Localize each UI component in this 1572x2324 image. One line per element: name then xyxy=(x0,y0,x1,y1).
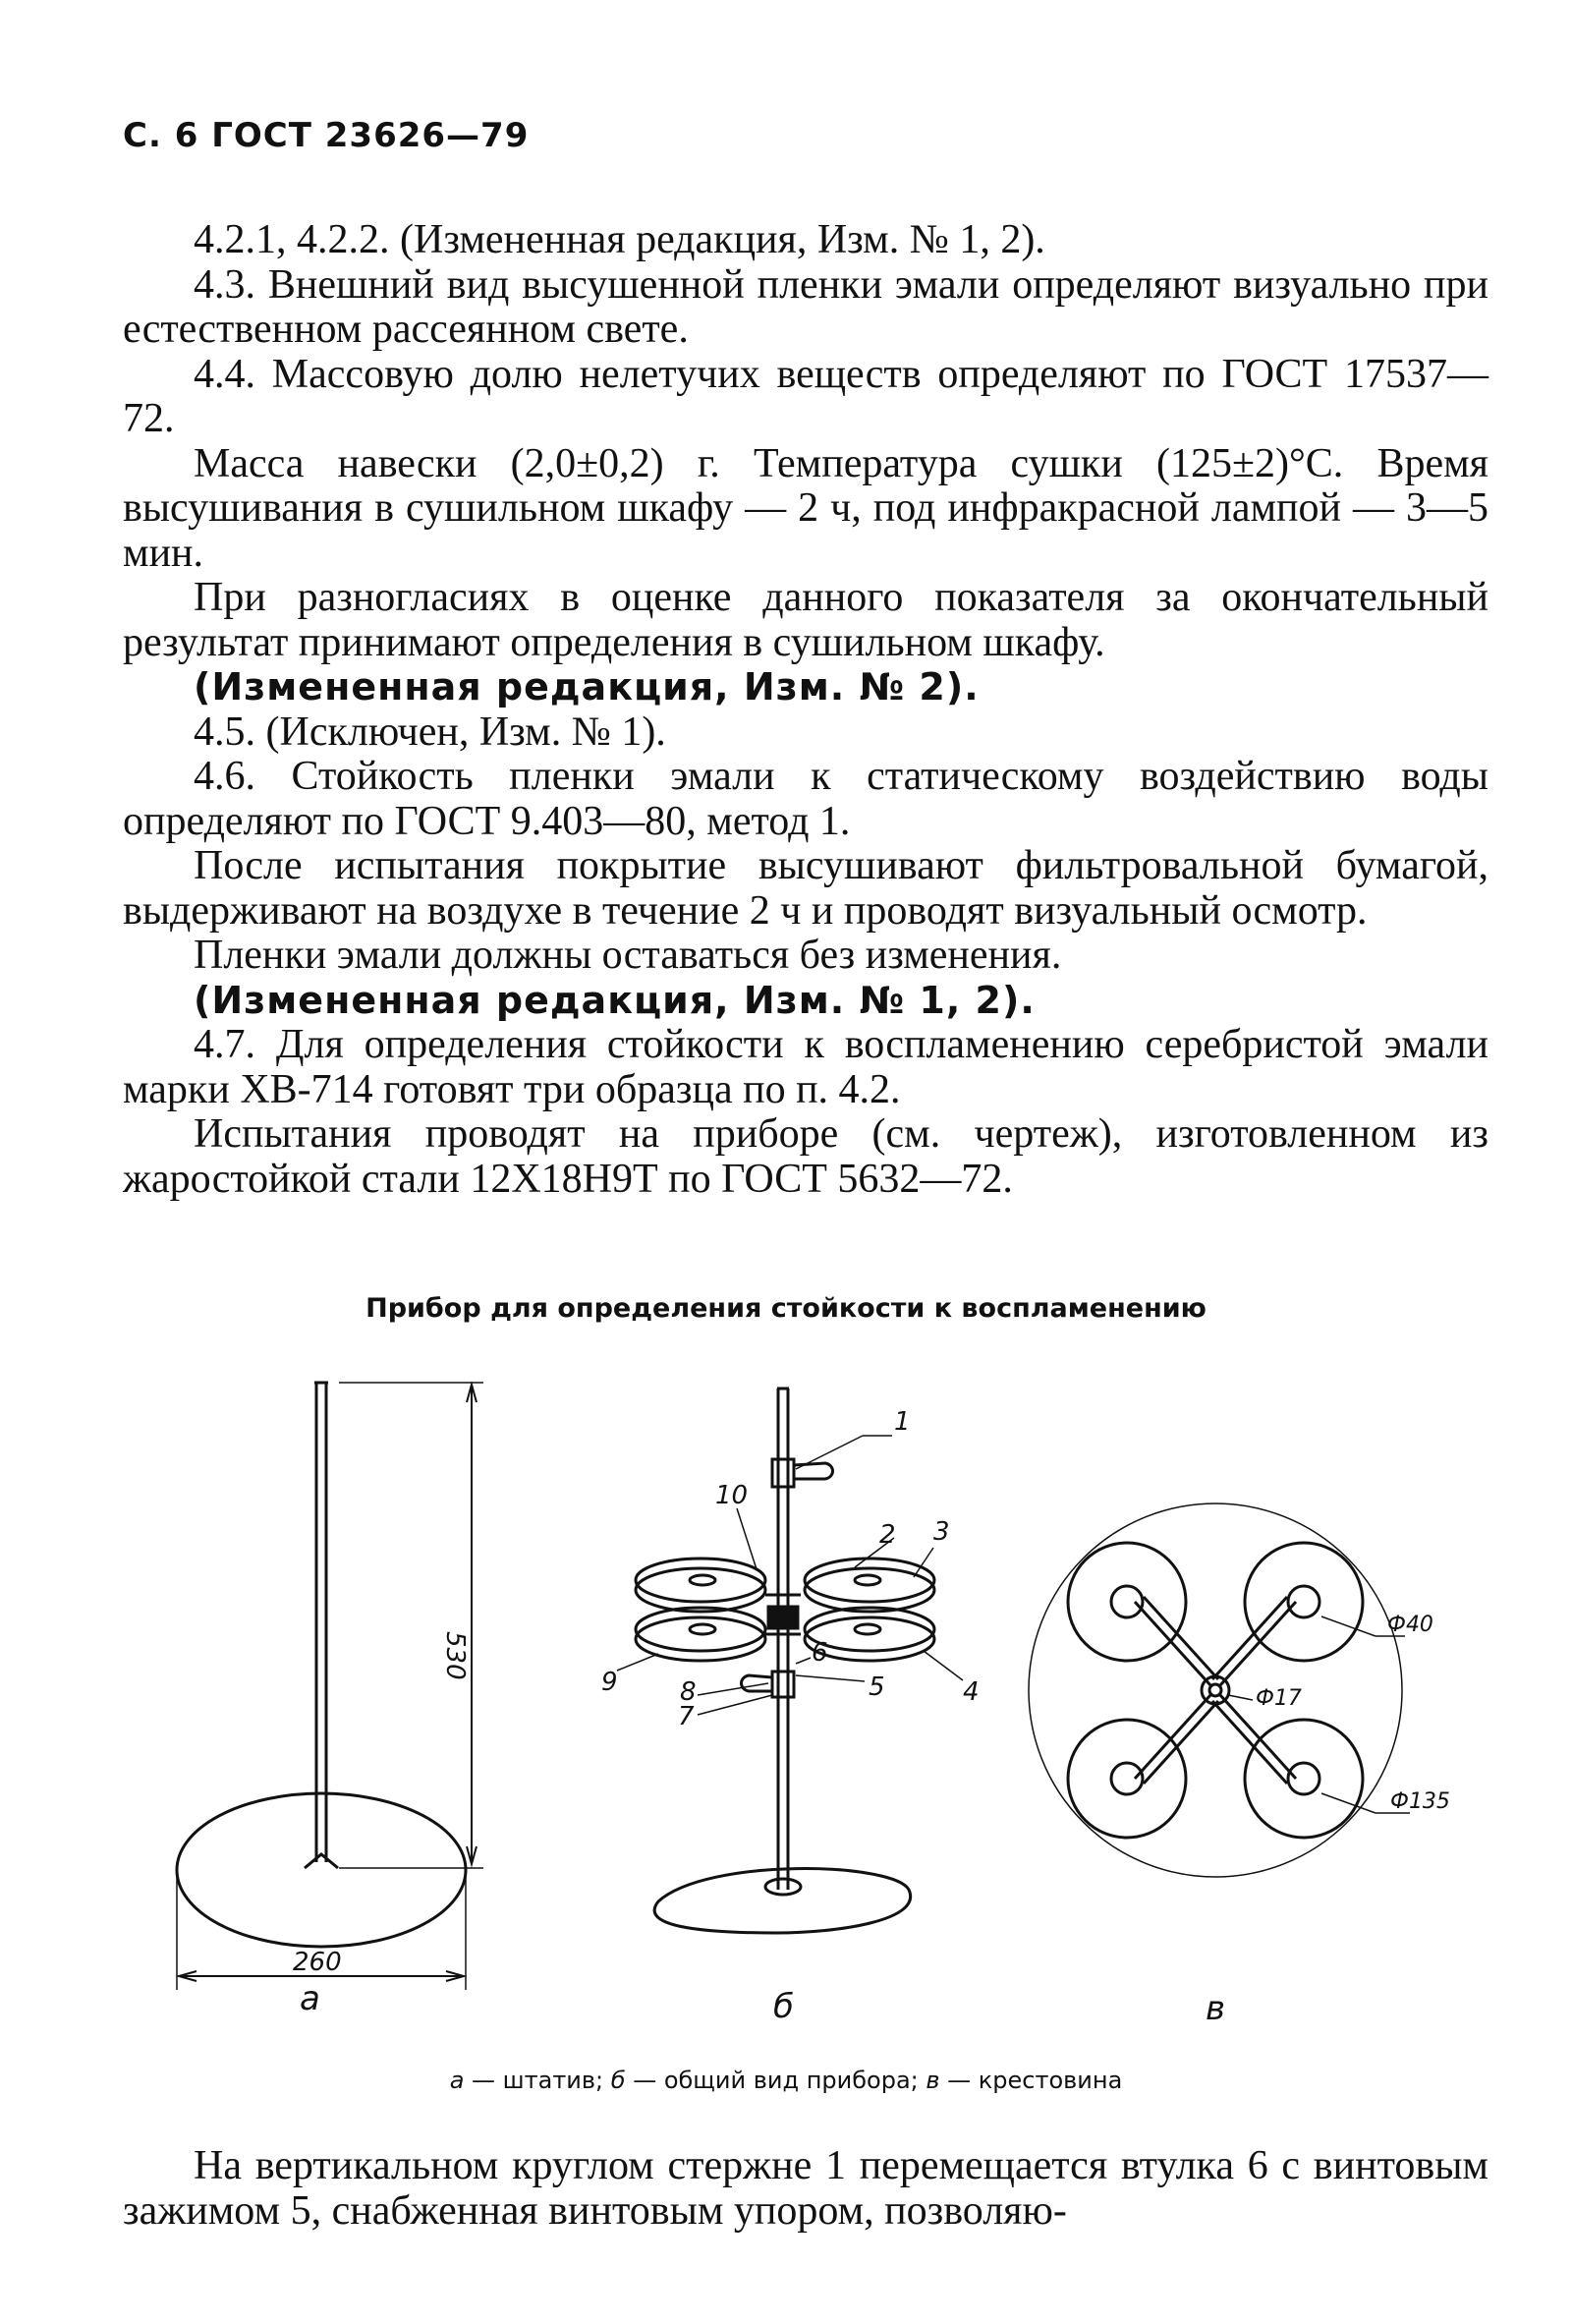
part-label: 6 xyxy=(812,1638,828,1668)
part-label: 7 xyxy=(678,1702,695,1731)
paragraph: 4.3. Внешний вид высушенной пленки эмали определяют визуально при естественном рассеянном свете. xyxy=(123,261,1488,352)
caption-a-text: — штатив; xyxy=(464,2067,611,2094)
caption-v-text: — крестовина xyxy=(939,2067,1123,2094)
sublabel-a: а xyxy=(300,1979,320,2018)
part-label: 8 xyxy=(680,1677,697,1707)
part-label: 10 xyxy=(715,1481,749,1510)
page-header: С. 6 ГОСТ 23626—79 xyxy=(123,116,530,155)
paragraph: Масса навески (2,0±0,2) г. Температура сушки (125±2)°С. Время высушивания в сушильном шкафу — 2 ч, под инфракрасной лампой — 3—5 мин. xyxy=(123,440,1488,576)
sublabel-v: в xyxy=(1206,1989,1226,2028)
paragraph: (Измененная редакция, Изм. № 1, 2). xyxy=(194,978,1036,1022)
caption-a: а xyxy=(449,2067,465,2094)
device-drawing xyxy=(617,1389,963,1933)
paragraph: При разногласиях в оценке данного показателя за окончательный результат принимают определения в сушильном шкафу. xyxy=(123,575,1488,665)
paragraph: Испытания проводят на приборе (см. чертеж), изготовленном из жаростойкой стали 12Х18Н9Т по ГОСТ 5632—72. xyxy=(123,1111,1488,1202)
figure-drawings xyxy=(147,1351,1474,2039)
body-text xyxy=(123,218,1488,1202)
stand-drawing xyxy=(177,1383,483,1990)
paragraph: 4.6. Стойкость пленки эмали к статическому воздействию воды определяют по ГОСТ 9.403—80, метод 1. xyxy=(123,754,1488,844)
caption-b-text: — общий вид прибора; xyxy=(625,2067,926,2094)
part-label: 4 xyxy=(963,1677,980,1707)
part-label: 2 xyxy=(879,1520,896,1550)
caption-b: б xyxy=(610,2067,626,2094)
dim-d40: Ф40 xyxy=(1387,1613,1433,1637)
paragraph: 4.4. Массовую долю нелетучих веществ определяют по ГОСТ 17537—72. xyxy=(123,351,1488,441)
paragraph: 4.2.1, 4.2.2. (Измененная редакция, Изм. № 1, 2). xyxy=(194,217,1045,262)
dim-d17: Ф17 xyxy=(1256,1686,1302,1711)
figure-title: Прибор для определения стойкости к воспламенению xyxy=(365,1293,1207,1324)
paragraph: (Измененная редакция, Изм. № 2). xyxy=(194,665,980,709)
dim-diameter: 260 xyxy=(293,1948,342,1977)
paragraph: 4.5. (Исключен, Изм. № 1). xyxy=(194,709,666,755)
bottom-paragraph: На вертикальном круглом стержне 1 перемещается втулка 6 с винтовым зажимом 5, снабженная винтовым упором, позволяю- xyxy=(123,2143,1488,2234)
figure-svg xyxy=(147,1351,1474,2039)
dim-height: 530 xyxy=(440,1631,470,1680)
sublabel-b: б xyxy=(773,1987,794,2026)
dim-d135: Ф135 xyxy=(1390,1789,1450,1814)
paragraph: 4.7. Для определения стойкости к воспламенению серебристой эмали марки ХВ-714 готовят три образца по п. 4.2. xyxy=(123,1022,1488,1112)
part-label: 3 xyxy=(933,1517,950,1547)
paragraph: После испытания покрытие высушивают фильтровальной бумагой, выдерживают на воздухе в течение 2 ч и проводят визуальный осмотр. xyxy=(123,843,1488,934)
paragraph: Пленки эмали должны оставаться без изменения. xyxy=(194,933,1062,978)
bottom-text xyxy=(123,2144,1488,2234)
cross-drawing xyxy=(1029,1503,1410,1877)
part-label: 1 xyxy=(894,1407,911,1437)
caption-v: в xyxy=(926,2067,940,2094)
part-label: 5 xyxy=(869,1672,885,1702)
part-label: 9 xyxy=(601,1668,618,1697)
figure-caption xyxy=(0,2067,1572,2094)
